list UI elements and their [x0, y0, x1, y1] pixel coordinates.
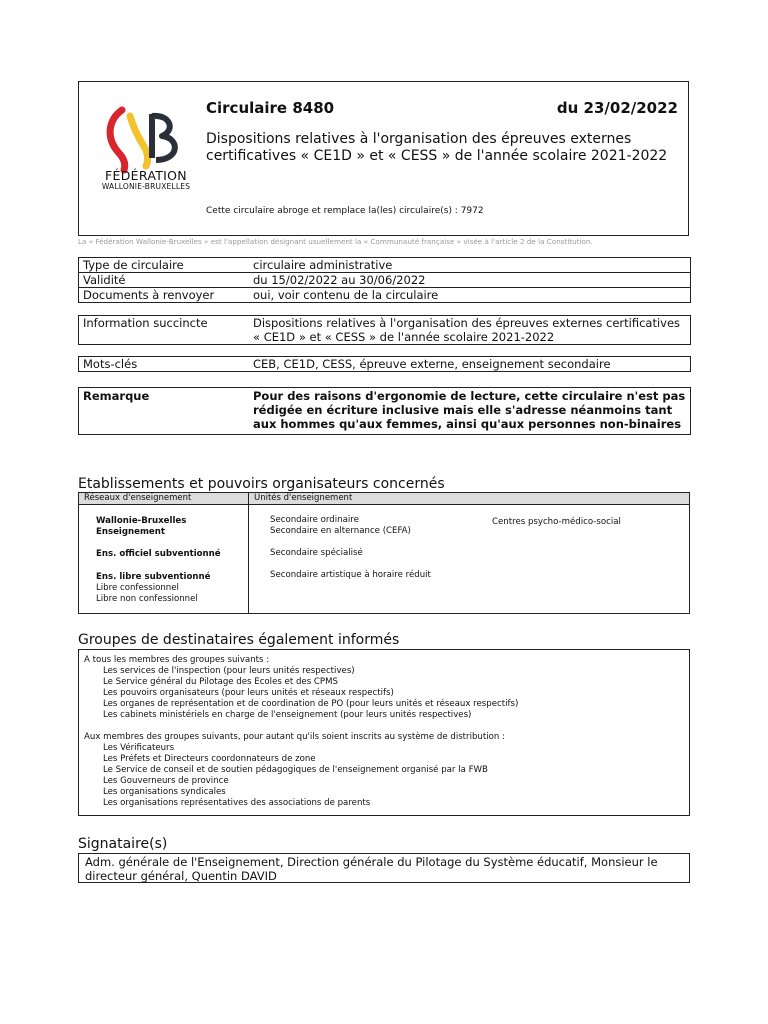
list-item: Le Service général du Pilotage des Ecoles et des CPMS: [103, 677, 338, 687]
table-row: [79, 288, 691, 303]
groupes-intro-1: A tous les membres des groupes suivants :: [84, 655, 270, 665]
footnote: La « Fédération Wallonie-Bruxelles » est l'appellation désignant usuellement la « Communauté française » visée à l'article 2 de la Constitution.: [78, 237, 593, 246]
unite-ordinaire: Secondaire ordinaire: [270, 515, 359, 525]
table-row: [79, 273, 691, 288]
col-unites-header: Unités d'enseignement: [254, 493, 353, 503]
groupes-title: Groupes de destinataires également informés: [78, 632, 400, 648]
remarque-table: [78, 387, 691, 435]
list-item: Les Gouverneurs de province: [103, 776, 229, 786]
list-item: Les organisations syndicales: [103, 787, 226, 797]
unite-artistique: Secondaire artistique à horaire réduit: [270, 570, 431, 580]
abroge-note: Cette circulaire abroge et remplace la(les) circulaire(s) : 7972: [206, 206, 484, 216]
list-item: Les Préfets et Directeurs coordonnateurs de zone: [103, 754, 316, 764]
table-row: [79, 388, 691, 435]
circulaire-number: Circulaire 8480: [206, 99, 335, 117]
mots-cles-value: CEB, CE1D, CESS, épreuve externe, enseignement secondaire: [249, 357, 691, 372]
mots-cles-table: [78, 356, 691, 372]
reseau-libre-non-confessionnel: Libre non confessionnel: [96, 594, 198, 604]
reseau-libre: Ens. libre subventionné: [96, 572, 211, 582]
remarque-value: Pour des raisons d'ergonomie de lecture, cette circulaire n'est pas rédigée en écriture inclusive mais elle s'adresse néanmoins tant aux hommes qu'aux femmes, ainsi qu'aux personnes non-binaires: [249, 388, 691, 435]
reseau-wb-line2: Enseignement: [96, 527, 165, 537]
list-item: Les organisations représentatives des associations de parents: [103, 798, 371, 808]
info-value: du 15/02/2022 au 30/06/2022: [249, 273, 691, 288]
info-value: oui, voir contenu de la circulaire: [249, 288, 691, 303]
table-row: [79, 316, 691, 345]
remarque-label: Remarque: [79, 388, 250, 435]
list-item: Les organes de représentation et de coordination de PO (pour leurs unités et réseaux respectifs): [103, 699, 519, 709]
info-label: Type de circulaire: [79, 258, 250, 273]
reseau-wb-line1: Wallonie-Bruxelles: [96, 516, 187, 526]
information-value: Dispositions relatives à l'organisation des épreuves externes certificatives « CE1D » et « CESS » de l'année scolaire 2021-2022: [249, 316, 691, 345]
table-row: [79, 258, 691, 273]
information-succincte-table: [78, 315, 691, 345]
list-item: Les cabinets ministériels en charge de l'enseignement (pour leurs unités respectives): [103, 710, 472, 720]
info-label: Validité: [79, 273, 250, 288]
column-divider: [248, 493, 249, 613]
info-table: [78, 257, 691, 303]
circulaire-date: du 23/02/2022: [556, 99, 678, 117]
list-item: Les Vérificateurs: [103, 743, 175, 753]
list-item: Les pouvoirs organisateurs (pour leurs unités et réseaux respectifs): [103, 688, 394, 698]
list-item: Les services de l'inspection (pour leurs unités respectives): [103, 666, 355, 676]
unite-specialise: Secondaire spécialisé: [270, 548, 363, 558]
info-label: Documents à renvoyer: [79, 288, 250, 303]
groupes-intro-2: Aux membres des groupes suivants, pour autant qu'ils soient inscrits au système de distribution :: [84, 732, 505, 742]
logo-text-federation: FÉDÉRATION: [105, 168, 187, 183]
signataire-value: Adm. générale de l'Enseignement, Direction générale du Pilotage du Système éducatif, Monsieur le directeur général, Quentin DAVID: [78, 853, 690, 883]
mots-cles-label: Mots-clés: [79, 357, 250, 372]
etablissements-title: Etablissements et pouvoirs organisateurs concernés: [78, 476, 445, 492]
unite-alternance: Secondaire en alternance (CEFA): [270, 526, 411, 536]
reseau-libre-confessionnel: Libre confessionnel: [96, 583, 179, 593]
reseau-officiel: Ens. officiel subventionné: [96, 549, 221, 559]
information-label: Information succincte: [79, 316, 250, 345]
unite-pms: Centres psycho-médico-social: [492, 517, 621, 527]
table-row: [79, 357, 691, 372]
col-reseaux-header: Réseaux d'enseignement: [84, 493, 192, 503]
circulaire-title: Dispositions relatives à l'organisation des épreuves externes certificatives « CE1D » et « CESS » de l'année scolaire 2021-2022: [206, 131, 668, 164]
info-value: circulaire administrative: [249, 258, 691, 273]
list-item: Le Service de conseil et de soutien pédagogiques de l'enseignement organisé par la FWB: [103, 765, 488, 775]
signataire-title: Signataire(s): [78, 836, 168, 852]
logo-text-wallonie-bruxelles: WALLONIE-BRUXELLES: [101, 182, 191, 191]
